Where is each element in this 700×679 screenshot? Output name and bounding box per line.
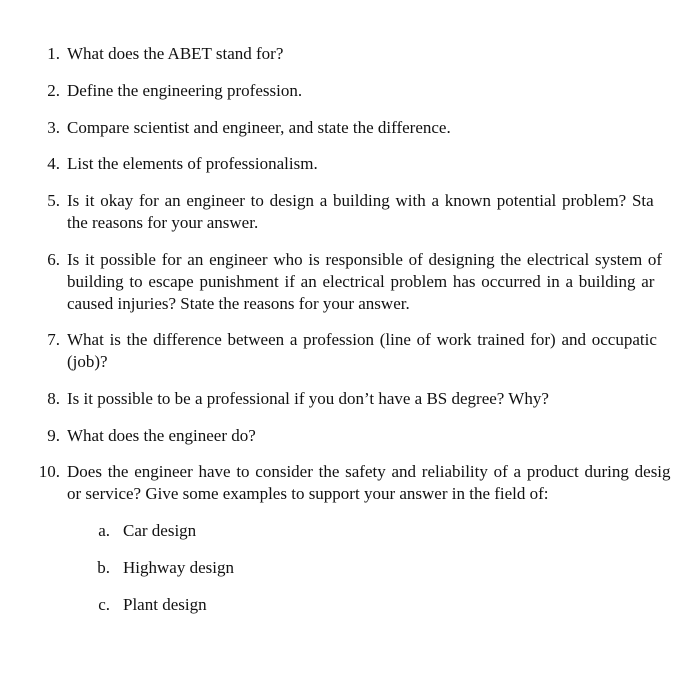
question-number: 7.: [47, 330, 60, 349]
question-text-line-3: caused injuries? State the reasons for your answer.: [67, 294, 410, 313]
subitem-letter: b.: [97, 558, 110, 577]
question-text: Is it possible to be a professional if you don’t have a BS degree? Why?: [67, 389, 549, 408]
question-number: 2.: [47, 81, 60, 100]
question-number: 8.: [47, 389, 60, 408]
question-text: What does the engineer do?: [67, 426, 256, 445]
subitem-letter: c.: [98, 595, 110, 614]
question-text: List the elements of professionalism.: [67, 154, 318, 173]
question-text-line-1: Is it okay for an engineer to design a building with a known potential problem? Sta: [67, 191, 654, 210]
question-number: 4.: [47, 154, 60, 173]
question-number: 1.: [47, 44, 60, 63]
question-number: 5.: [47, 191, 60, 210]
subitem-text: Highway design: [123, 558, 234, 577]
question-text-line-2: (job)?: [67, 352, 108, 371]
question-text-line-2: or service? Give some examples to support your answer in the field of:: [67, 484, 549, 503]
question-number: 10.: [38, 462, 60, 481]
question-number: 6.: [47, 250, 60, 269]
question-text-line-2: building to escape punishment if an electrical problem has occurred in a building ar: [67, 272, 655, 291]
question-text: What does the ABET stand for?: [67, 44, 284, 63]
question-text: Compare scientist and engineer, and state the difference.: [67, 118, 451, 137]
subitem-letter: a.: [98, 521, 110, 540]
question-text-line-1: Is it possible for an engineer who is responsible of designing the electrical system of: [67, 250, 663, 269]
question-text-line-1: What is the difference between a profession (line of work trained for) and occupatic: [67, 330, 657, 349]
question-text-line-2: the reasons for your answer.: [67, 213, 259, 232]
question-number: 9.: [47, 426, 60, 445]
subitem-text: Plant design: [123, 595, 207, 614]
subitem-text: Car design: [123, 521, 197, 540]
question-text: Define the engineering profession.: [67, 81, 303, 100]
question-number: 3.: [47, 118, 60, 137]
question-text-line-1: Does the engineer have to consider the safety and reliability of a product during desig: [67, 462, 671, 481]
